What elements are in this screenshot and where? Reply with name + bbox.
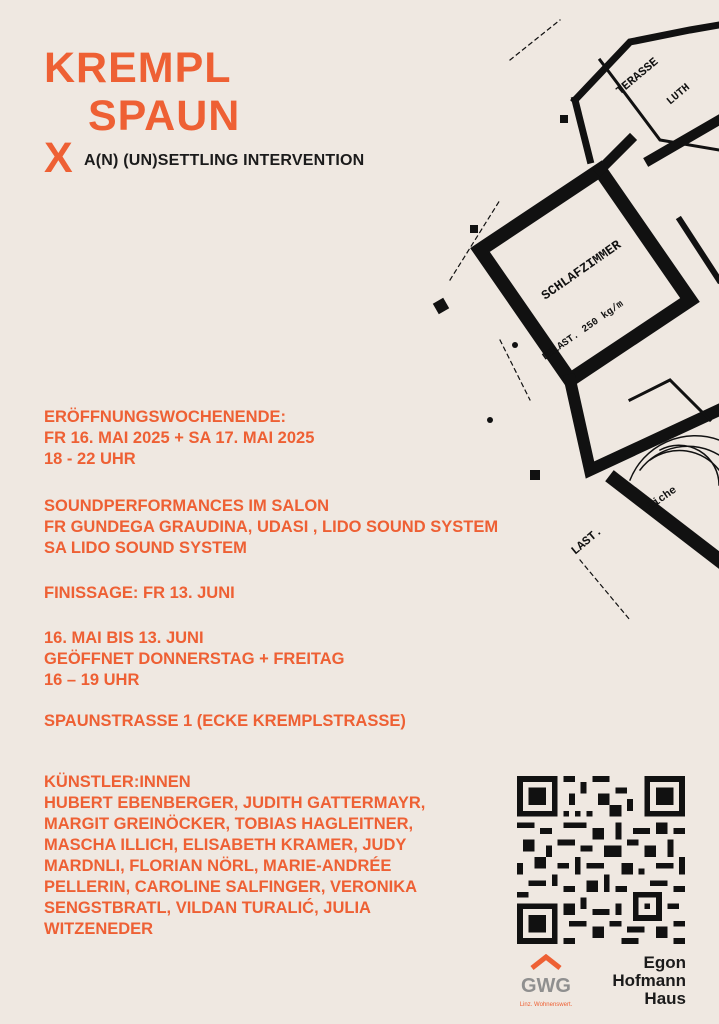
egon-line: Haus bbox=[644, 989, 686, 1008]
artists-line: MASCHA ILLICH, ELISABETH KRAMER, JUDY bbox=[44, 836, 407, 854]
artists-line: MARDNLI, FLORIAN NÖRL, MARIE-ANDRÉE bbox=[44, 857, 392, 875]
gwg-wordmark: GWG bbox=[521, 975, 571, 997]
sound-line: SOUNDPERFORMANCES IM SALON bbox=[44, 497, 330, 515]
subtitle: A(N) (UN)SETTLING INTERVENTION bbox=[84, 152, 365, 169]
opening-line: FR 16. MAI 2025 + SA 17. MAI 2025 bbox=[44, 429, 315, 447]
egon-line: Egon bbox=[643, 953, 686, 972]
artists-line: HUBERT EBENBERGER, JUDITH GATTERMAYR, bbox=[44, 794, 426, 812]
qr-code[interactable] bbox=[516, 776, 686, 944]
artists-line: PELLERIN, CAROLINE SALFINGER, VERONIKA bbox=[44, 878, 418, 896]
title-x: X bbox=[44, 134, 73, 182]
finissage bbox=[44, 583, 235, 604]
artists-heading: KÜNSTLER:INNEN bbox=[44, 773, 191, 791]
address-line: SPAUNSTRASSE 1 (ECKE KREMPLSTRASSE) bbox=[44, 712, 406, 730]
sound-line: SA LIDO SOUND SYSTEM bbox=[44, 539, 247, 557]
plan-label-luth: LUTH bbox=[664, 81, 693, 109]
egon-hofmann-haus-logo bbox=[596, 954, 686, 1008]
title-krempl: KREMPL bbox=[44, 44, 232, 92]
sound-line: FR GUNDEGA GRAUDINA, UDASI , LIDO SOUND SYSTEM bbox=[44, 518, 499, 536]
plan-label-last: LAST. bbox=[568, 524, 606, 559]
title-spaun: SPAUN bbox=[88, 92, 241, 140]
finissage-line: FINISSAGE: FR 13. JUNI bbox=[44, 584, 235, 602]
artists-line: SENGSTBRATL, VILDAN TURALIĆ, JULIA bbox=[44, 899, 371, 917]
egon-line: Hofmann bbox=[612, 971, 686, 990]
opening-line: 18 - 22 UHR bbox=[44, 450, 136, 468]
opening-line: ERÖFFNUNGSWOCHENENDE: bbox=[44, 408, 286, 426]
sound-performances bbox=[44, 496, 498, 559]
address bbox=[44, 711, 406, 732]
opening-weekend bbox=[44, 407, 314, 470]
plan-label-terrace: TERASSE bbox=[613, 54, 662, 99]
gwg-tagline: Linz. Wohnenswert. bbox=[519, 1002, 573, 1008]
opening-hours bbox=[44, 628, 345, 691]
plan-label-oak: Eiche bbox=[645, 484, 680, 514]
artists bbox=[44, 772, 425, 940]
hours-line: 16. MAI BIS 13. JUNI bbox=[44, 629, 204, 647]
hours-line: GEÖFFNET DONNERSTAG + FREITAG bbox=[44, 650, 345, 668]
floor-plan-drawing bbox=[330, 0, 719, 660]
gwg-logo bbox=[506, 954, 586, 1010]
plan-label-room: SCHLAFZIMMER bbox=[538, 237, 624, 304]
artists-line: WITZENEDER bbox=[44, 920, 154, 938]
artists-line: MARGIT GREINÖCKER, TOBIAS HAGLEITNER, bbox=[44, 815, 414, 833]
hours-line: 16 – 19 UHR bbox=[44, 671, 140, 689]
plan-label-load: BELAST. 250 kg/m bbox=[540, 299, 626, 364]
